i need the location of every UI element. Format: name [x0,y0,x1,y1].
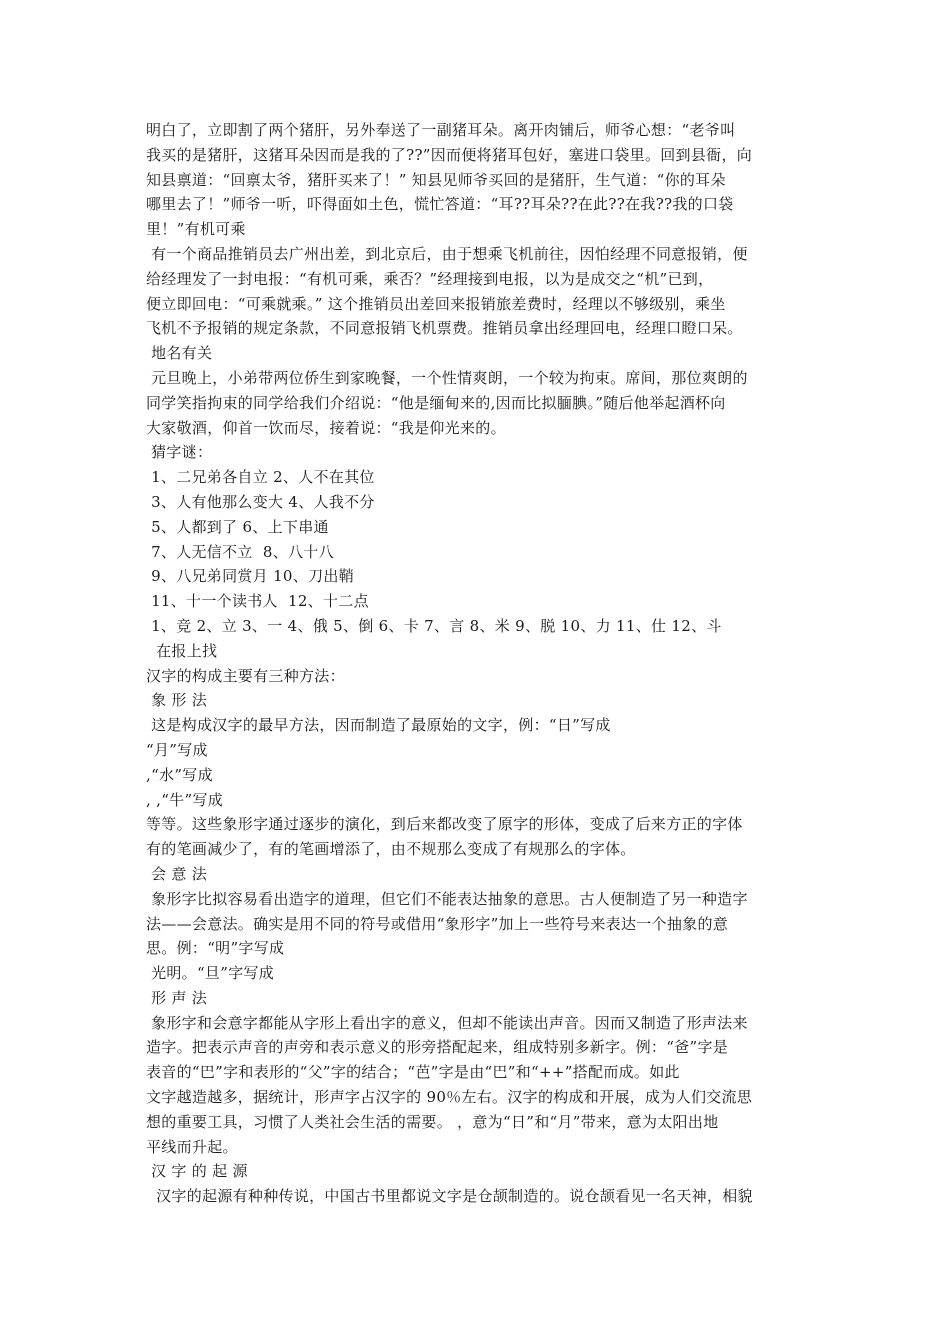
text-line: 大家敬酒，仰首一饮而尽，接着说：“我是仰光来的。 [146,418,506,437]
riddle-line: 7、人无信不立 8、八十八 [146,542,334,561]
section-heading: 地名有关 [146,344,213,363]
text-line: 象形字和会意字都能从字形上看出字的意义，但却不能读出声音。因而又制造了形声法来 [146,1013,748,1032]
riddle-line: 11、十一个读书人 12、十二点 [146,592,369,611]
text-line: 法——会意法。确实是用不同的符号或借用“象形字”加上一些符号来表达一个抽象的意 [146,914,729,933]
text-line: ,“水”写成 [146,765,213,784]
text-line: 表音的“巴”字和表形的“父”字的结合；“芭”字是由“巴”和“++”搭配而成。如此 [146,1063,680,1082]
riddle-line: 5、人都到了 6、上下串通 [146,517,329,536]
riddle-line: 9、八兄弟同赏月 10、刀出鞘 [146,567,354,586]
text-line: 光明。“旦”字写成 [146,964,275,983]
text-line: 有的笔画减少了，有的笔画增添了，由不规那么变成了有规那么的字体。 [146,840,636,859]
answer-line: 1、竞 2、立 3、一 4、俄 5、倒 6、卡 7、言 8、米 9、脱 10、力 11、仕 12、斗 [146,616,722,635]
text-line: 给经理发了一封电报：“有机可乘，乘否？”经理接到电报，以为是成交之“机”已到， [146,269,714,288]
text-line: 便立即回电：“可乘就乘。” 这个推销员出差回来报销旅差费时，经理以不够级别，乘坐 [146,294,726,313]
section-heading: 汉 字 的 起 源 [146,1162,248,1181]
text-line: 里！”有机可乘 [146,220,246,239]
text-line: 元旦晚上，小弟带两位侨生到家晚餐，一个性情爽朗，一个较为拘束。席间，那位爽朗的 [146,368,748,387]
text-line: 这是构成汉字的最早方法，因而制造了最原始的文字，例：“日”写成 [146,716,611,735]
section-heading: 象 形 法 [146,691,208,710]
section-heading: 会 意 法 [146,864,208,883]
text-line: 同学笑指拘束的同学给我们介绍说：“他是缅甸来的,因而比拟腼腆。”随后他举起酒杯向 [146,393,726,412]
riddle-line: 1、二兄弟各自立 2、人不在其位 [146,468,375,487]
text-line: 我买的是猪肝，这猪耳朵因而是我的了??”因而便将猪耳包好，塞进口袋里。回到县衙，向 [146,145,753,164]
text-line: 哪里去了！”师爷一听，吓得面如土色，慌忙答道：“耳??耳朵??在此??在我??我的口袋 [146,195,734,214]
text-line: 想的重要工具，习惯了人类社会生活的需要。 ，意为“日”和“月”带来，意为太阳出地 [146,1112,719,1131]
text-line: 象形字比拟容易看出造字的道理，但它们不能表达抽象的意思。古人便制造了另一种造字 [146,889,748,908]
text-line: 汉字的起源有种种传说，中国古书里都说文字是仓颉制造的。说仓颉看见一名天神，相貌 [146,1187,753,1206]
document-body [146,118,806,1209]
text-line: 明白了，立即割了两个猪肝，另外奉送了一副猪耳朵。离开肉铺后，师爷心想：“老爷叫 [146,121,736,139]
text-line: 有一个商品推销员去广州出差，到北京后，由于想乘飞机前往，因怕经理不同意报销，便 [146,244,748,263]
text-line: 知县禀道：“回禀太爷，猪肝买来了！” 知县见师爷买回的是猪肝，生气道：“你的耳朵 [146,170,726,189]
text-line: 思。例：“明”字写成 [146,939,285,958]
text-line: 造字。把表示声音的声旁和表示意义的形旁搭配起来，组成特别多新字。例：“爸”字是 [146,1038,729,1057]
riddle-line: 3、人有他那么变大 4、人我不分 [146,492,375,511]
text-line: 平线而升起。 [146,1137,238,1156]
section-heading: 在报上找 [146,641,218,660]
text-line: 汉字的构成主要有三种方法： [146,666,345,685]
text-line: 飞机不予报销的规定条款，不同意报销飞机票费。推销员拿出经理回电，经理口瞪口呆。 [146,319,743,338]
text-line: , ,“牛”写成 [146,790,224,809]
section-heading: 猜字谜： [146,443,213,462]
text-line: “月”写成 [146,740,208,759]
text-line: 等等。这些象形字通过逐步的演化，到后来都改变了原字的形体，变成了后来方正的字体 [146,815,743,834]
text-line: 文字越造越多，据统计，形声字占汉字的 90％左右。汉字的构成和开展，成为人们交流思 [146,1088,753,1107]
section-heading: 形 声 法 [146,988,208,1007]
